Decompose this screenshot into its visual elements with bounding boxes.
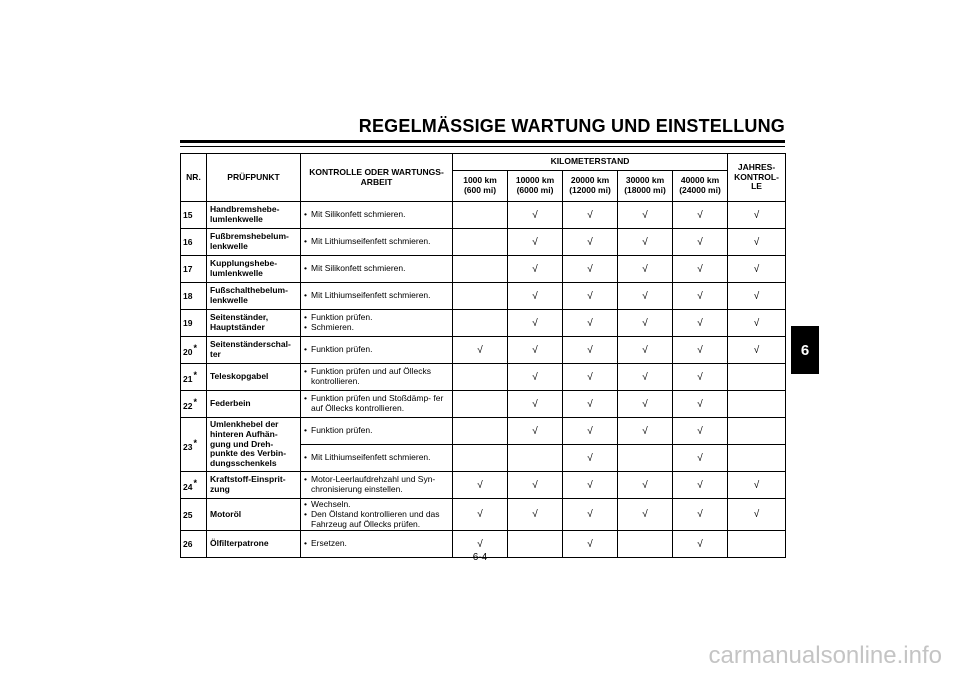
check-cell bbox=[728, 418, 786, 445]
bullet: • bbox=[304, 366, 307, 377]
check-mark: √ bbox=[587, 290, 593, 302]
check-cell bbox=[673, 472, 728, 499]
check-mark: √ bbox=[753, 236, 760, 248]
header-interval bbox=[563, 171, 618, 202]
table-row bbox=[181, 472, 786, 499]
check-mark: √ bbox=[697, 538, 703, 550]
action-text: Funktion prüfen. bbox=[311, 425, 373, 436]
check-mark: √ bbox=[642, 236, 648, 248]
check-mark: √ bbox=[697, 290, 703, 302]
action-text: Mit Lithiumseifenfett schmieren. bbox=[311, 236, 431, 247]
row-number-text: 21 bbox=[183, 373, 193, 384]
maintenance-table bbox=[180, 153, 786, 558]
row-number-text: 25 bbox=[183, 509, 193, 520]
check-mark: √ bbox=[587, 317, 593, 329]
interval-mi: (24000 mi) bbox=[679, 185, 721, 195]
row-action bbox=[301, 472, 453, 499]
row-action bbox=[301, 202, 453, 229]
row-action bbox=[301, 391, 453, 418]
row-number-text: 24 bbox=[183, 481, 193, 492]
bullet: • bbox=[304, 393, 307, 404]
star-marker: * bbox=[193, 343, 197, 354]
check-cell bbox=[618, 229, 673, 256]
interval-mi: (600 mi) bbox=[463, 185, 497, 195]
check-cell bbox=[508, 364, 563, 391]
interval-km: 1000 km bbox=[463, 175, 497, 186]
star-marker: * bbox=[193, 437, 197, 448]
table-row bbox=[181, 391, 786, 418]
check-cell bbox=[508, 391, 563, 418]
row-action bbox=[301, 499, 453, 531]
bullet: • bbox=[304, 452, 307, 463]
row-number-text: 16 bbox=[183, 237, 193, 247]
row-number bbox=[181, 418, 207, 472]
check-mark: √ bbox=[642, 317, 648, 329]
check-cell bbox=[453, 499, 508, 531]
row-number bbox=[181, 310, 207, 337]
check-cell bbox=[728, 364, 786, 391]
check-cell bbox=[453, 445, 508, 472]
check-cell bbox=[673, 337, 728, 364]
row-action bbox=[301, 283, 453, 310]
interval-km: 30000 km bbox=[625, 175, 665, 186]
check-cell bbox=[453, 364, 508, 391]
header-action: KONTROLLE ODER WARTUNGS- ARBEIT bbox=[301, 154, 453, 202]
action-text: Funktion prüfen. bbox=[311, 344, 373, 355]
check-cell bbox=[728, 337, 786, 364]
check-cell bbox=[673, 256, 728, 283]
row-number bbox=[181, 256, 207, 283]
check-mark: √ bbox=[697, 425, 703, 437]
check-mark: √ bbox=[532, 398, 538, 410]
check-cell bbox=[563, 499, 618, 531]
bullet: • bbox=[304, 474, 307, 485]
row-item: Fußschalthebelum- lenkwelle bbox=[207, 283, 301, 310]
check-mark: √ bbox=[587, 236, 593, 248]
check-mark: √ bbox=[532, 479, 538, 491]
page-title: REGELMÄSSIGE WARTUNG UND EINSTELLUNG bbox=[358, 116, 785, 136]
check-mark: √ bbox=[532, 290, 538, 302]
check-mark: √ bbox=[587, 263, 593, 275]
check-mark: √ bbox=[532, 263, 538, 275]
check-cell bbox=[508, 337, 563, 364]
check-mark: √ bbox=[477, 509, 483, 521]
row-item: Fußbremshebelum- lenkwelle bbox=[207, 229, 301, 256]
table-row bbox=[181, 364, 786, 391]
action-text: Wechseln. bbox=[311, 499, 351, 509]
check-cell bbox=[453, 391, 508, 418]
check-cell bbox=[618, 391, 673, 418]
check-mark: √ bbox=[587, 538, 593, 550]
check-cell bbox=[673, 202, 728, 229]
row-action bbox=[301, 310, 453, 337]
bullet: • bbox=[304, 322, 307, 332]
check-mark: √ bbox=[753, 344, 760, 356]
check-mark: √ bbox=[642, 479, 648, 491]
check-cell bbox=[618, 283, 673, 310]
row-number-text: 19 bbox=[183, 318, 193, 328]
header-interval bbox=[453, 171, 508, 202]
bullet: • bbox=[304, 508, 307, 519]
check-cell bbox=[728, 283, 786, 310]
check-mark: √ bbox=[477, 538, 483, 550]
row-action bbox=[301, 418, 453, 445]
header-interval bbox=[618, 171, 673, 202]
check-mark: √ bbox=[697, 209, 703, 221]
action-text: Den Ölstand kontrollieren und das Fahrzeug auf Öllecks prüfen. bbox=[311, 508, 440, 529]
row-item: Seitenständerschal- ter bbox=[207, 337, 301, 364]
check-cell bbox=[563, 472, 618, 499]
check-cell bbox=[508, 229, 563, 256]
check-cell bbox=[673, 310, 728, 337]
row-number bbox=[181, 364, 207, 391]
check-cell bbox=[618, 445, 673, 472]
check-mark: √ bbox=[532, 209, 538, 221]
action-text: Mit Lithiumseifenfett schmieren. bbox=[311, 290, 431, 301]
title-rule-thin bbox=[180, 146, 785, 147]
star-marker: * bbox=[193, 397, 197, 408]
row-number bbox=[181, 202, 207, 229]
check-cell bbox=[728, 310, 786, 337]
check-mark: √ bbox=[753, 209, 760, 221]
check-cell bbox=[508, 283, 563, 310]
row-item: Teleskopgabel bbox=[207, 364, 301, 391]
check-cell bbox=[453, 310, 508, 337]
check-mark: √ bbox=[697, 452, 703, 464]
row-item: Kupplungshebe- lumlenkwelle bbox=[207, 256, 301, 283]
title-rule-thick bbox=[180, 140, 785, 143]
check-cell bbox=[728, 499, 786, 531]
star-marker: * bbox=[193, 478, 197, 489]
interval-km: 40000 km bbox=[680, 175, 720, 186]
check-cell bbox=[508, 310, 563, 337]
check-cell bbox=[563, 445, 618, 472]
row-action bbox=[301, 445, 453, 472]
check-mark: √ bbox=[642, 263, 648, 275]
row-number-text: 17 bbox=[183, 264, 193, 274]
check-cell bbox=[563, 364, 618, 391]
header-interval bbox=[673, 171, 728, 202]
row-number bbox=[181, 472, 207, 499]
action-text: Motor-Leerlaufdrehzahl und Syn- chronisierung einstellen. bbox=[311, 474, 436, 494]
bullet: • bbox=[304, 312, 307, 323]
check-mark: √ bbox=[642, 209, 648, 221]
check-mark: √ bbox=[753, 509, 760, 521]
check-cell bbox=[453, 256, 508, 283]
check-cell bbox=[453, 337, 508, 364]
header-item: PRÜFPUNKT bbox=[207, 154, 301, 202]
action-text: Funktion prüfen und Stoßdämp- fer auf Öllecks kontrollieren. bbox=[311, 393, 444, 413]
action-text: Funktion prüfen. bbox=[311, 312, 373, 323]
row-item: Motoröl bbox=[207, 499, 301, 531]
check-mark: √ bbox=[697, 344, 703, 356]
check-cell bbox=[618, 256, 673, 283]
row-number bbox=[181, 499, 207, 531]
check-mark: √ bbox=[477, 479, 483, 491]
bullet: • bbox=[304, 263, 307, 274]
table-row bbox=[181, 418, 786, 445]
row-action bbox=[301, 364, 453, 391]
row-action bbox=[301, 256, 453, 283]
action-text: Schmieren. bbox=[311, 322, 354, 332]
header-nr: NR. bbox=[181, 154, 207, 202]
check-cell bbox=[728, 391, 786, 418]
check-mark: √ bbox=[587, 425, 593, 437]
interval-km: 20000 km bbox=[570, 175, 610, 186]
check-mark: √ bbox=[642, 344, 648, 356]
check-cell bbox=[508, 499, 563, 531]
header-interval bbox=[508, 171, 563, 202]
check-cell bbox=[453, 202, 508, 229]
row-item: Seitenständer, Hauptständer bbox=[207, 310, 301, 337]
table-row bbox=[181, 310, 786, 337]
check-mark: √ bbox=[642, 509, 648, 521]
check-cell bbox=[618, 364, 673, 391]
check-cell bbox=[618, 472, 673, 499]
check-cell bbox=[728, 472, 786, 499]
check-mark: √ bbox=[587, 371, 593, 383]
check-mark: √ bbox=[642, 290, 648, 302]
check-mark: √ bbox=[587, 344, 593, 356]
bullet: • bbox=[304, 499, 307, 509]
bullet: • bbox=[304, 209, 307, 220]
check-mark: √ bbox=[753, 263, 760, 275]
check-mark: √ bbox=[642, 398, 648, 410]
check-mark: √ bbox=[587, 509, 593, 521]
interval-mi: (18000 mi) bbox=[624, 185, 666, 195]
action-text: Mit Silikonfett schmieren. bbox=[311, 209, 406, 220]
check-mark: √ bbox=[587, 398, 593, 410]
row-item: Ölfilterpatrone bbox=[207, 531, 301, 558]
check-mark: √ bbox=[697, 509, 703, 521]
check-mark: √ bbox=[532, 317, 538, 329]
row-number-text: 20 bbox=[183, 346, 193, 357]
check-mark: √ bbox=[532, 425, 538, 437]
check-cell bbox=[618, 499, 673, 531]
check-cell bbox=[673, 229, 728, 256]
check-mark: √ bbox=[697, 317, 703, 329]
check-cell bbox=[618, 310, 673, 337]
action-text: Ersetzen. bbox=[311, 538, 347, 549]
row-number-text: 18 bbox=[183, 291, 193, 301]
bullet: • bbox=[304, 425, 307, 436]
check-cell bbox=[563, 202, 618, 229]
row-item: Kraftstoff-Einsprit- zung bbox=[207, 472, 301, 499]
check-cell bbox=[673, 445, 728, 472]
check-cell bbox=[508, 418, 563, 445]
header-annual: JAHRES- KONTROL- LE bbox=[728, 154, 786, 202]
check-mark: √ bbox=[697, 371, 703, 383]
check-cell bbox=[508, 445, 563, 472]
check-cell bbox=[563, 256, 618, 283]
check-cell bbox=[563, 229, 618, 256]
action-text: Mit Lithiumseifenfett schmieren. bbox=[311, 452, 431, 463]
table-row bbox=[181, 337, 786, 364]
header-km-group: KILOMETERSTAND bbox=[453, 154, 728, 171]
check-mark: √ bbox=[587, 479, 593, 491]
check-mark: √ bbox=[532, 509, 538, 521]
row-item: Umlenkhebel der hinteren Aufhän- gung und Dreh- punkte des Verbin- dungsschenkels bbox=[207, 418, 301, 472]
check-mark: √ bbox=[587, 452, 593, 464]
check-mark: √ bbox=[753, 290, 760, 302]
check-mark: √ bbox=[642, 371, 648, 383]
check-cell bbox=[673, 364, 728, 391]
check-cell bbox=[563, 310, 618, 337]
row-action bbox=[301, 337, 453, 364]
row-number bbox=[181, 337, 207, 364]
row-number-text: 15 bbox=[183, 210, 193, 220]
check-mark: √ bbox=[697, 263, 703, 275]
check-cell bbox=[508, 202, 563, 229]
row-number bbox=[181, 391, 207, 418]
bullet: • bbox=[304, 290, 307, 301]
check-cell bbox=[728, 229, 786, 256]
star-marker: * bbox=[193, 370, 197, 381]
table-row bbox=[181, 283, 786, 310]
row-number-text: 26 bbox=[183, 539, 193, 550]
check-mark: √ bbox=[697, 479, 703, 491]
interval-km: 10000 km bbox=[515, 175, 555, 186]
check-mark: √ bbox=[532, 236, 538, 248]
check-cell bbox=[728, 256, 786, 283]
check-mark: √ bbox=[532, 371, 538, 383]
check-cell bbox=[563, 391, 618, 418]
table-row bbox=[181, 256, 786, 283]
check-cell bbox=[508, 472, 563, 499]
action-text: Funktion prüfen und auf Öllecks kontrollieren. bbox=[311, 366, 432, 386]
check-cell bbox=[453, 472, 508, 499]
check-cell bbox=[618, 418, 673, 445]
interval-mi: (12000 mi) bbox=[569, 185, 611, 195]
table-row bbox=[181, 499, 786, 531]
row-number-text: 22 bbox=[183, 400, 193, 411]
interval-mi: (6000 mi) bbox=[516, 185, 554, 195]
page-number: 6-4 bbox=[472, 552, 488, 563]
check-cell bbox=[673, 391, 728, 418]
check-cell bbox=[563, 337, 618, 364]
check-cell bbox=[673, 418, 728, 445]
bullet: • bbox=[304, 538, 307, 549]
check-mark: √ bbox=[697, 236, 703, 248]
check-mark: √ bbox=[642, 425, 648, 437]
row-number bbox=[181, 229, 207, 256]
check-cell bbox=[618, 337, 673, 364]
check-cell bbox=[673, 499, 728, 531]
check-cell bbox=[728, 202, 786, 229]
check-cell bbox=[563, 418, 618, 445]
check-mark: √ bbox=[532, 344, 538, 356]
check-cell bbox=[508, 256, 563, 283]
check-cell bbox=[563, 283, 618, 310]
row-number bbox=[181, 283, 207, 310]
check-cell bbox=[673, 283, 728, 310]
check-mark: √ bbox=[753, 317, 760, 329]
bullet: • bbox=[304, 344, 307, 355]
action-text: Mit Silikonfett schmieren. bbox=[311, 263, 406, 274]
check-cell bbox=[618, 202, 673, 229]
check-cell bbox=[728, 445, 786, 472]
row-number-text: 23 bbox=[183, 441, 193, 452]
check-mark: √ bbox=[753, 479, 760, 491]
watermark: carmanualsonline.info bbox=[708, 642, 942, 669]
table-row bbox=[181, 229, 786, 256]
check-cell bbox=[453, 283, 508, 310]
bullet: • bbox=[304, 236, 307, 247]
chapter-tab: 6 bbox=[791, 326, 819, 374]
check-mark: √ bbox=[477, 344, 483, 356]
row-item: Handbremshebe- lumlenkwelle bbox=[207, 202, 301, 229]
check-mark: √ bbox=[697, 398, 703, 410]
row-item: Federbein bbox=[207, 391, 301, 418]
table-row bbox=[181, 202, 786, 229]
check-cell bbox=[453, 418, 508, 445]
check-cell bbox=[453, 229, 508, 256]
row-action bbox=[301, 229, 453, 256]
check-mark: √ bbox=[587, 209, 593, 221]
